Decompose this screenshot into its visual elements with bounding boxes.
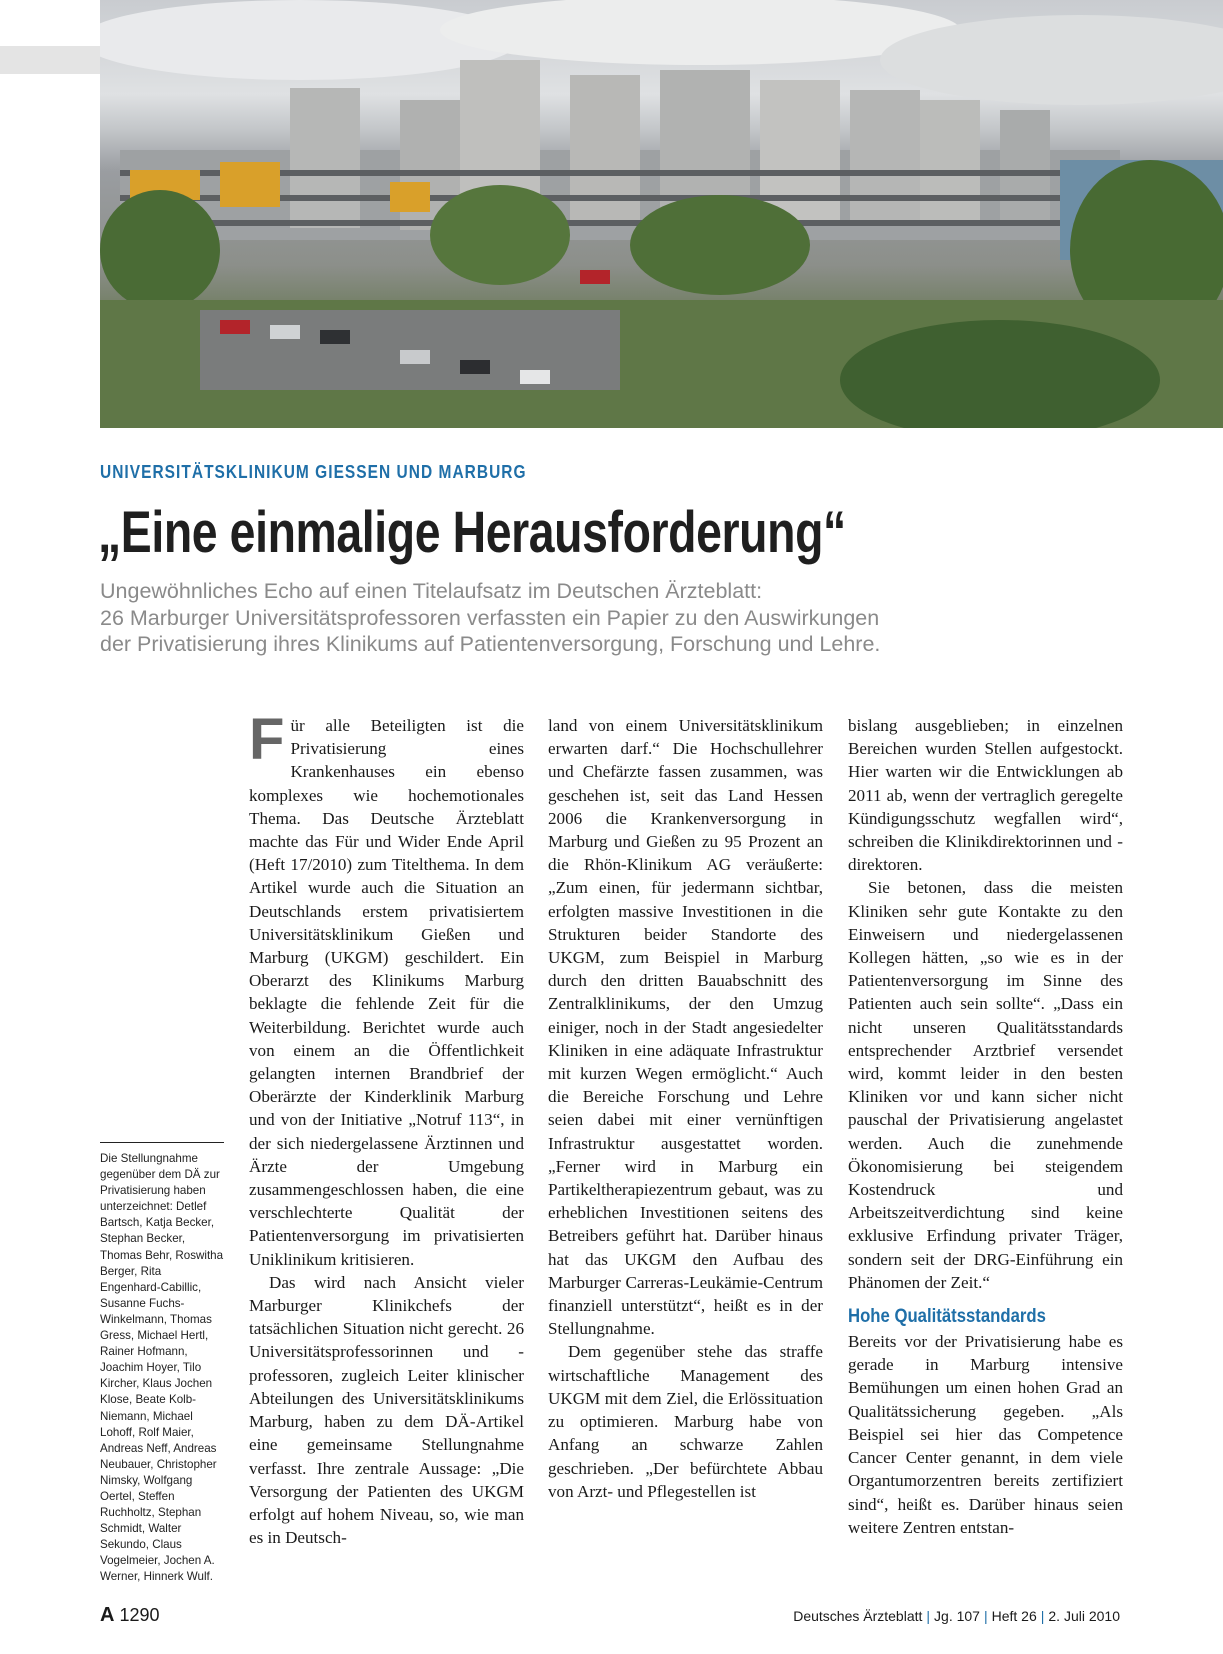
page-prefix: A — [100, 1604, 115, 1626]
signatories-caption: Die Stellungnahme gegenüber dem DÄ zur Privatisierung haben unterzeichnet: Detlef Bartsch, Katja Becker, Stephan Becker, Thomas Behr, Roswitha Berger, Rita Engenhard-Cabillic, Susanne Fuchs-Winkelmann, Thomas Gress, Michael Hertl, Rainer Hofmann, Joachim Hoyer, Tilo Kircher, Klaus Jochen Klose, Beate Kolb-Niemann, Michael Lohoff, Rolf Maier, Andreas Neff, Andreas Neubauer, Christopher Nimsky, Wolfgang Oertel, Steffen Ruchholtz, Stephan Schmidt, Walter Sekundo, Claus Vogelmeier, Jochen A. Werner, Hinnerk Wulf. — [100, 1142, 224, 1586]
body-paragraph: Dem gegenüber stehe das straffe wirtschaftliche Management des UKGM mit dem Ziel, die Erlössituation zu optimieren. Marburg habe von Anfang an schwarze Zahlen geschrieben. „Der befürchtete Abbau von Arzt- und Pflegestellen ist — [548, 1342, 823, 1501]
body-column-2 — [548, 714, 823, 1503]
page-number — [100, 1604, 160, 1627]
body-text: ür alle Beteiligten ist die Privatisierung eines Krankenhauses ein ebenso komplexes wie hochemotionales Thema. Das Deutsche Ärzteblatt machte das Für und Wider Ende April (Heft 17/2010) zum Titelthema. In dem Artikel wurde auch die Situation an Deutschlands erstem privatisiertem Universitätsklinikum Gießen und Marburg (UKGM) geschildert. Ein Oberarzt des Klinikums Marburg beklagte die fehlende Zeit für die Weiterbildung. Berichtet wurde auch von einem an die Öffentlichkeit gelangten internen Brandbrief der Oberärzte der Kinderklinik Marburg und von der Initiative „Notruf 113“, in der sich niedergelassene Ärztinnen und Ärzte der Umgebung zusammengeschlossen haben, die eine verschlechterte Qualität der Patientenversorgung im privatisierten Uniklinikum kritisieren. — [249, 716, 524, 1269]
body-paragraph: Bereits vor der Privatisierung habe es gerade in Marburg intensive Bemühungen um einen hohen Grad an Qualitätssicherung gegeben. „Als Beispiel sei hier das Competence Cancer Center genannt, in dem viele Organtumorzentren bereits zertifiziert sind“, heißt es. Darüber hinaus seien weitere Zentren entstan- — [848, 1332, 1123, 1537]
body-paragraph: Das wird nach Ansicht vieler Marburger Klinikchefs der tatsächlichen Situation nicht gerecht. 26 Universitätsprofessorinnen und -professoren, zugleich Leiter klinischer Abteilungen des Universitätsklinikums Marburg, haben zu dem DÄ-Artikel eine gemeinsame Stellungnahme verfasst. Ihre zentrale Aussage: „Die Versorgung der Patienten des UKGM erfolgt auf hohem Niveau, so, wie man es in Deutsch- — [249, 1272, 524, 1548]
article-headline: „Eine einmalige Herausforderung“ — [98, 500, 846, 565]
footer-separator: | — [926, 1608, 931, 1624]
footer-separator: | — [983, 1608, 988, 1624]
body-paragraph: land von einem Universitätsklinikum erwarten darf.“ Die Hochschullehrer und Chefärzte fassen zusammen, was geschehen ist, seit das Land Hessen 2006 die Krankenversorgung in Marburg und Gießen zu 95 Prozent an die Rhön-Klinikum AG veräußerte: „Zum einen, für jedermann sichtbar, erfolgten massive Investitionen in die Strukturen beider Standorte des UKGM, zum Beispiel in Marburg durch den dritten Bauabschnitt des Zentralklinikums, der den Umzug einiger, noch in der Stadt angesiedelter Kliniken in eine adäquate Infrastruktur mit kurzen Wegen ermöglicht.“ Auch die Bereiche Forschung und Lehre seien dabei mit einer vernünftigen Infrastruktur ausgestattet worden. „Ferner wird in Marburg ein Partikeltherapiezentrum gebaut, was zu erheblichen Investitionen seitens des Betreibers geführt hat. Darüber hinaus hat das UKGM den Aufbau des Marburger Carreras-Leukämie-Centrum finanziell unterstützt“, heißt es in der Stellungnahme. — [548, 716, 823, 1339]
standfirst-line: Ungewöhnliches Echo auf einen Titelaufsatz im Deutschen Ärzteblatt: — [100, 579, 763, 603]
drop-cap: F — [249, 707, 285, 772]
subheading: Hohe Qualitätsstandards — [848, 1306, 1046, 1328]
body-column-1 — [249, 707, 524, 1549]
standfirst — [100, 578, 960, 658]
journal-footer — [793, 1608, 1120, 1624]
body-paragraph: Sie betonen, dass die meisten Kliniken sehr gute Kontakte zu den Einweisern und niedergelassenen Kollegen hätten, „so wie es in der Patientenversorgung im Sinne des Patienten auch sein sollte“. „Dass ein nicht unseren Qualitätsstandards entsprechender Arztbrief versendet wird, kommt leider in den besten Kliniken vor und kann sicher nicht pauschal der Privatisierung angelastet werden. Auch die zunehmende Ökonomisierung bei steigendem Kostendruck und Arbeitszeitverdichtung sind keine exklusive Erfindung privater Träger, sondern seit der DRG-Einführung ein Phänomen der Zeit.“ — [848, 878, 1123, 1292]
body-paragraph: bislang ausgeblieben; in einzelnen Bereichen wurden Stellen aufgestockt. Hier warten wir die Entwicklungen ab 2011 ab, wenn der vertraglich geregelte Kündigungsschutz wegfallen wird“, schreiben die Klinikdirektorinnen und -direktoren. — [848, 716, 1123, 875]
page-number-value: 1290 — [119, 1605, 160, 1625]
journal-volume: Jg. 107 — [934, 1608, 980, 1624]
hero-photo — [100, 0, 1223, 428]
journal-issue: Heft 26 — [991, 1608, 1037, 1624]
section-kicker: UNIVERSITÄTSKLINIKUM GIESSEN UND MARBURG — [100, 462, 527, 482]
journal-name: Deutsches Ärzteblatt — [793, 1608, 923, 1624]
standfirst-line: der Privatisierung ihres Klinikums auf Patientenversorgung, Forschung und Lehre. — [100, 632, 881, 656]
standfirst-line: 26 Marburger Universitätsprofessoren verfassten ein Papier zu den Auswirkungen — [100, 605, 880, 630]
body-column-3 — [848, 714, 1123, 1539]
body-paragraph — [249, 707, 524, 1271]
journal-date: 2. Juli 2010 — [1048, 1608, 1120, 1624]
footer-separator: | — [1040, 1608, 1045, 1624]
page-corner-tab — [0, 46, 100, 74]
